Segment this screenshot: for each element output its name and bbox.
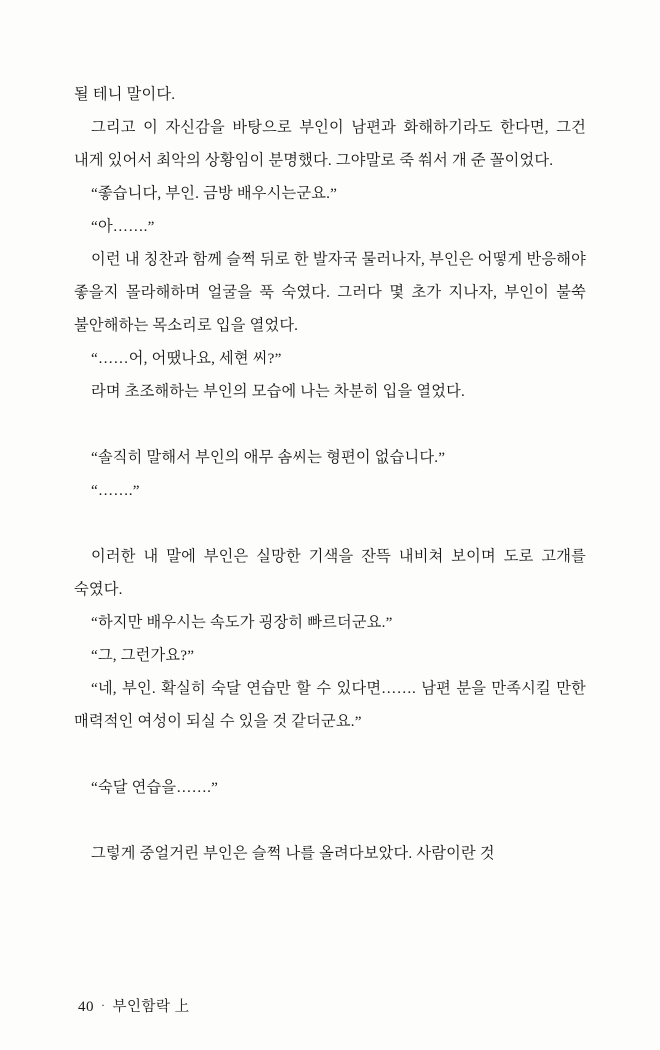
paragraph: “숙달 연습을…….” <box>91 779 219 796</box>
paragraph: “네, 부인. 확실히 숙달 연습만 할 수 있다면……. 남편 분을 만족시킬 만한 매력적인 여성이 되실 수 있을 것 같더군요.” <box>74 680 586 730</box>
paragraph: 이런 내 칭찬과 함께 슬쩍 뒤로 한 발자국 물러나자, 부인은 어떻게 반응해야 좋을지 몰라해하며 얼굴을 푹 숙였다. 그러다 몇 초가 지나자, 부인이 불쑥 불안해하는 목소리로 입을 열었다. <box>74 251 586 334</box>
page-footer <box>78 995 190 1016</box>
page-number: 40 <box>78 999 94 1015</box>
paragraph: 이러한 내 말에 부인은 실망한 기색을 잔뜩 내비쳐 보이며 도로 고개를 숙였다. <box>74 548 586 598</box>
paragraph: “…….” <box>91 482 140 499</box>
paragraph: “솔직히 말해서 부인의 애무 솜씨는 형편이 없습니다.” <box>91 449 446 466</box>
paragraph: “그, 그런가요?” <box>91 647 195 664</box>
page-text-body <box>74 78 586 870</box>
footer-separator: · <box>101 998 106 1012</box>
paragraph: “좋습니다, 부인. 금방 배우시는군요.” <box>91 185 338 202</box>
paragraph: “아…….” <box>91 218 155 235</box>
paragraph: “하지만 배우시는 속도가 굉장히 빠르더군요.” <box>91 614 393 631</box>
paragraph: 라며 초조해하는 부인의 모습에 나는 차분히 입을 열었다. <box>91 383 466 400</box>
paragraph: 될 테니 말이다. <box>74 86 176 103</box>
book-title: 부인함락 上 <box>112 999 190 1015</box>
paragraph: 그렇게 중얼거린 부인은 슬쩍 나를 올려다보았다. 사람이란 것 <box>91 845 495 862</box>
paragraph: 그리고 이 자신감을 바탕으로 부인이 남편과 화해하기라도 한다면, 그건 내게 있어서 최악의 상황임이 분명했다. 그야말로 죽 쒀서 개 준 꼴이었다. <box>74 119 586 169</box>
paragraph: “……어, 어땠나요, 세현 씨?” <box>91 350 282 367</box>
